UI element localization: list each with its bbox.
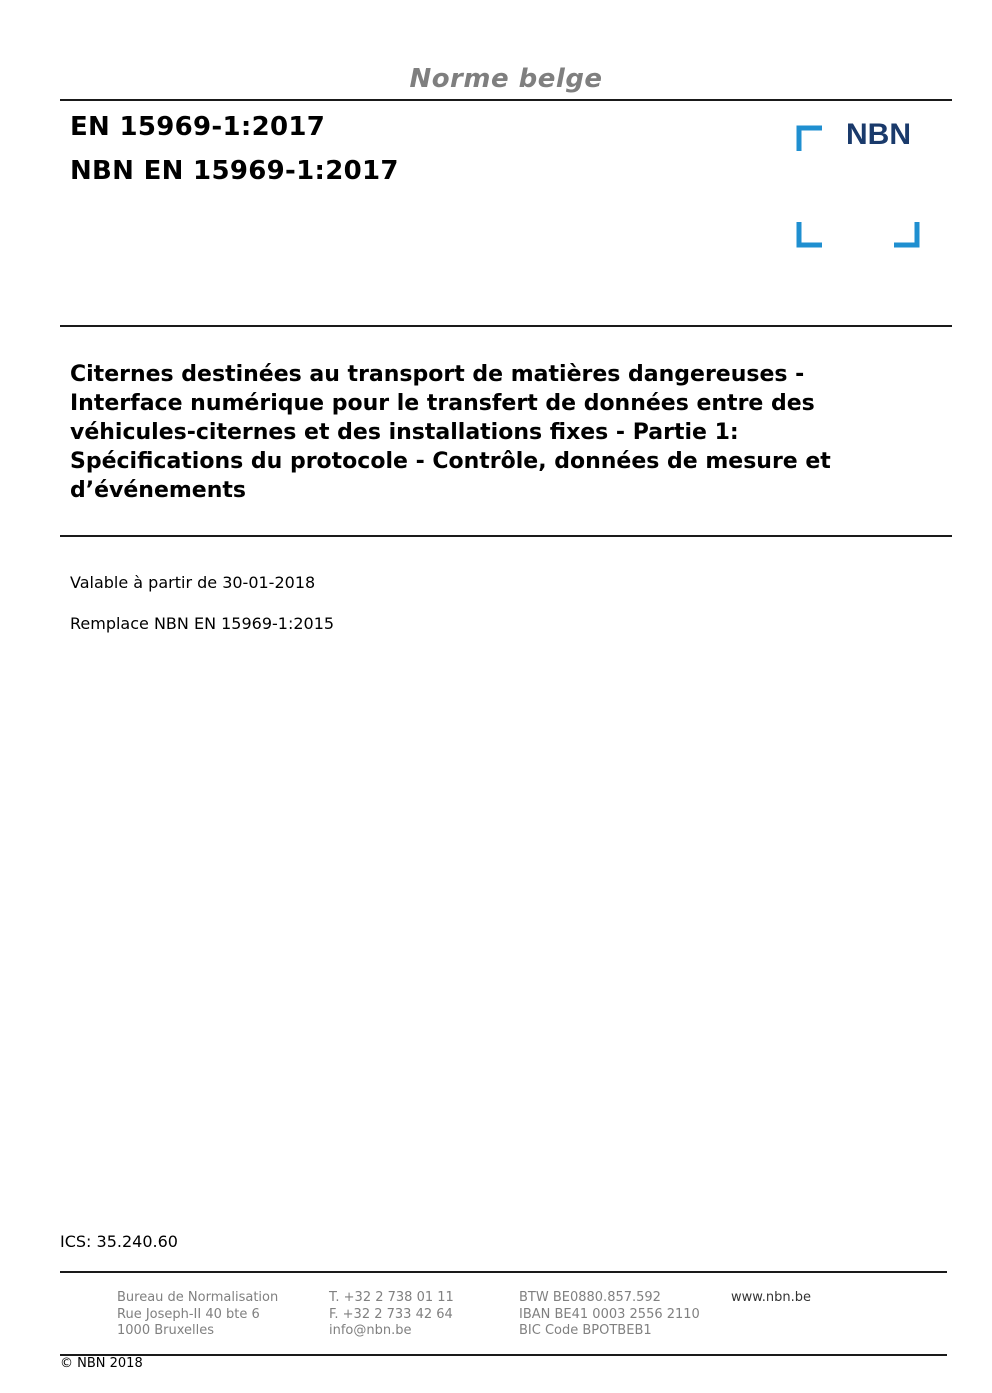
nbn-standard-code: NBN EN 15969-1:2017: [70, 156, 399, 186]
footer-divider: [60, 1271, 947, 1273]
bic-code: BIC Code BPOTBEB1: [519, 1323, 652, 1338]
address-line: 1000 Bruxelles: [117, 1323, 215, 1338]
footer-address: [117, 1290, 278, 1340]
divider: [60, 325, 952, 327]
logo-bracket-top-left: [799, 128, 822, 151]
address-line: Bureau de Normalisation: [117, 1290, 279, 1305]
website-link[interactable]: www.nbn.be: [731, 1290, 811, 1305]
address-line: Rue Joseph-II 40 bte 6: [117, 1306, 260, 1322]
en-standard-code: EN 15969-1:2017: [70, 112, 326, 142]
document-type-heading: Norme belge: [409, 64, 603, 94]
email-link[interactable]: info@nbn.be: [329, 1323, 412, 1338]
ics-code: ICS: 35.240.60: [60, 1232, 178, 1251]
title-line: véhicules-citernes et des installations fixes - Partie 1:: [70, 420, 739, 445]
nbn-logo-text: NBN: [846, 118, 911, 151]
valid-from-text: Valable à partir de 30-01-2018: [70, 573, 316, 592]
document-title: [70, 360, 930, 505]
footer-website: [731, 1290, 811, 1307]
fax-number: F. +32 2 733 42 64: [329, 1306, 453, 1322]
footer-bank-details: [519, 1290, 700, 1340]
vat-number: BTW BE0880.857.592: [519, 1290, 661, 1305]
title-line: Spécifications du protocole - Contrôle, données de mesure et: [70, 449, 831, 474]
iban-number: IBAN BE41 0003 2556 2110: [519, 1306, 700, 1322]
logo-bracket-bottom-left: [799, 222, 822, 245]
divider: [60, 535, 952, 537]
replaces-text: Remplace NBN EN 15969-1:2015: [70, 614, 335, 633]
divider: [60, 99, 952, 101]
footer-contact: [329, 1290, 454, 1340]
title-line: d’événements: [70, 478, 246, 503]
copyright-text: © NBN 2018: [60, 1356, 143, 1371]
logo-bracket-bottom-right: [894, 222, 917, 245]
title-line: Interface numérique pour le transfert de données entre des: [70, 391, 815, 416]
phone-number: T. +32 2 738 01 11: [329, 1290, 454, 1305]
footer-divider: [60, 1354, 947, 1356]
title-line: Citernes destinées au transport de matières dangereuses -: [70, 362, 805, 387]
